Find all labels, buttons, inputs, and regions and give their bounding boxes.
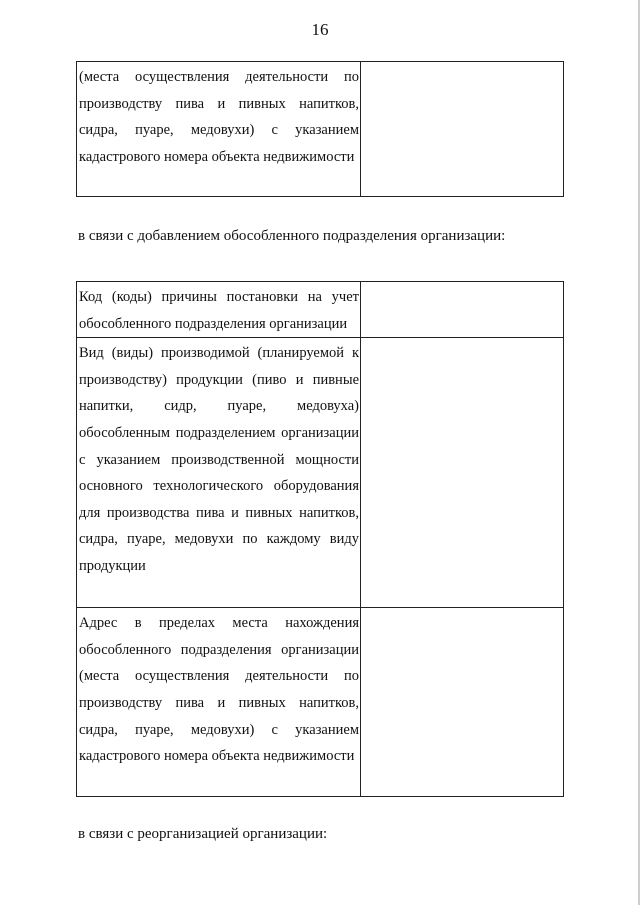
table-row (77, 608, 564, 797)
row-label-cell (77, 338, 361, 608)
subdivision-table (76, 281, 564, 797)
row-label: (места осуществления деятельности по производству пива и пивных напитков, сидра, пуаре, медовухи) с указанием кадастрового номера объекта недвижимости (79, 69, 359, 165)
row-label-cell (77, 282, 361, 338)
row-label: Вид (виды) производимой (планируемой к производству) продукции (пиво и пивные напитки, сидр, пуаре, медовуха) обособленным подразделением организации с указанием производственной мощности основного технологического оборудования для производства пива и пивных напитков, сидра, пуаре, медовухи по каждому виду продукции (79, 345, 359, 574)
page-number: 16 (311, 20, 329, 39)
row-label: Адрес в пределах места нахождения обособленного подразделения организации (места осуществления деятельности по производству пива и пивных напитков, сидра, пуаре, медовухи) с указанием кадастрового номера объекта недвижимости (79, 615, 359, 765)
row-label: Код (коды) причины постановки на учет обособленного подразделения организации (79, 289, 359, 332)
table-row (77, 282, 564, 338)
row-label-cell (77, 62, 361, 197)
section-heading-reorganization: в связи с реорганизацией организации: (78, 826, 328, 842)
table-row (77, 62, 564, 197)
section-heading-subdivision: в связи с добавлением обособленного подразделения организации: (78, 228, 506, 244)
continued-address-table (76, 61, 564, 197)
row-value-cell (361, 608, 564, 797)
row-value-cell (361, 282, 564, 338)
row-value-cell (361, 338, 564, 608)
table-row (77, 338, 564, 608)
row-value-cell (361, 62, 564, 197)
row-label-cell (77, 608, 361, 797)
